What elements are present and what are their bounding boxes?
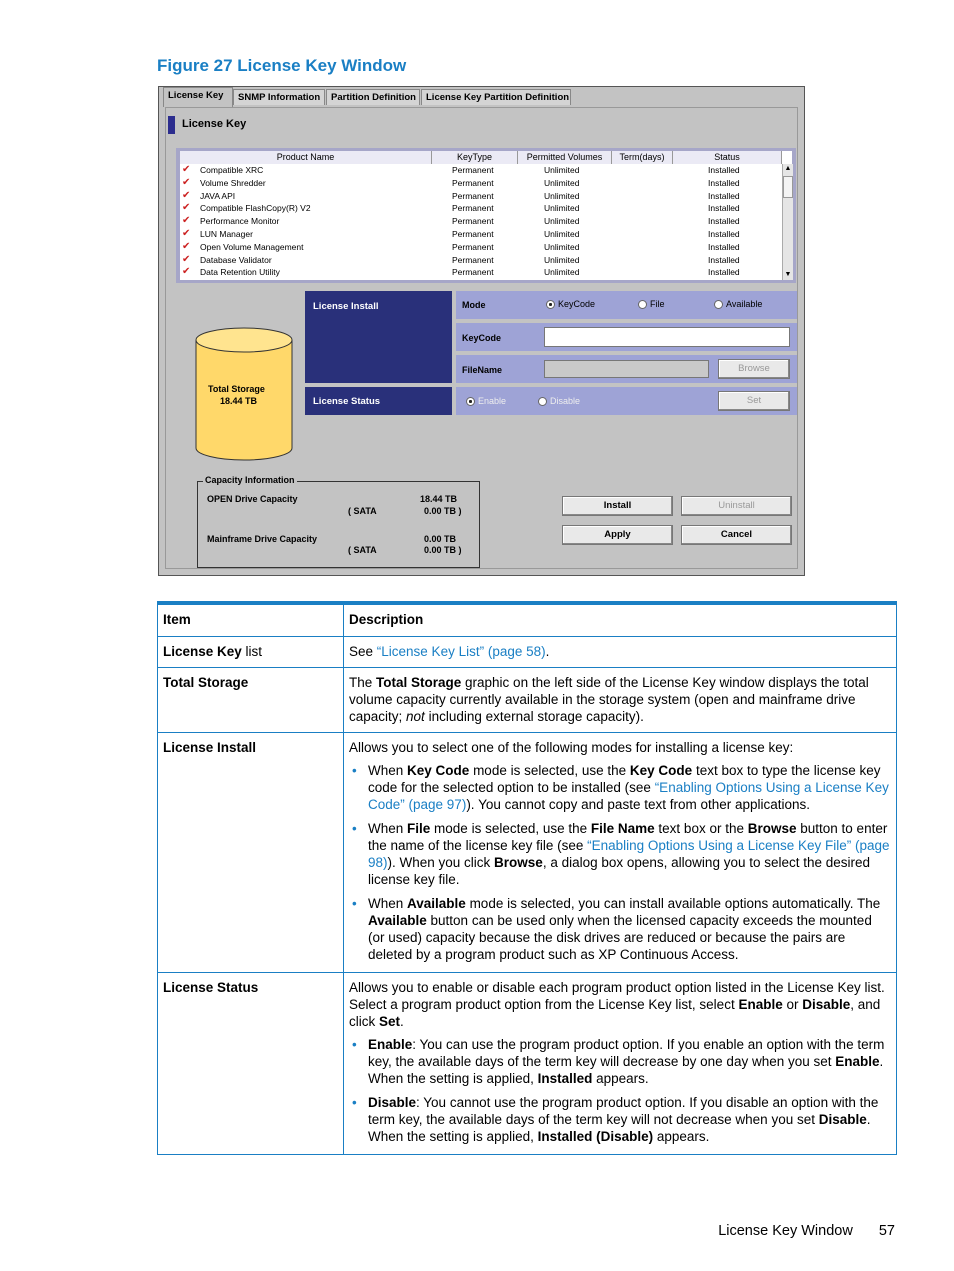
filename-input[interactable] (544, 360, 709, 378)
filename-label: FileName (462, 365, 503, 375)
key-type: Permanent (452, 254, 494, 265)
mainframe-capacity-value: 0.00 TB (424, 534, 457, 544)
tab-license-key-partition-definition[interactable]: License Key Partition Definition (421, 89, 571, 105)
status: Installed (708, 177, 740, 188)
keycode-input[interactable] (544, 327, 790, 347)
check-icon: ✔ (182, 266, 191, 278)
permitted-volumes: Unlimited (544, 229, 580, 239)
uninstall-button[interactable]: Uninstall (681, 496, 792, 516)
radio-on-icon (546, 300, 555, 309)
permitted-volumes: Unlimited (544, 165, 580, 175)
description-table (157, 601, 897, 1155)
description-cell: Allows you to select one of the following modes for installing a license key: • When Key Code mode is selected, use the Key Code text box to type the license key code for the selected option to be installed (see “Enabling Options Using a License Key Code” (page 97)). You cannot copy and paste text from other applications. • When File mode is selected, use the File Name text box or the Browse button to enter the name of the license key file (see “Enabling Options Using a License Key File” (page 98)). When you click Browse, a dialog box opens, allowing you to select the desired license key file. • When Available mode is selected, you can install available options automatically. The Available button can be used only when the licensed capacity exceeds the mounted (or used) capacity because the disk drives are reduced or because the pairs are deleted by a program product such as XP Continuous Access. (344, 733, 897, 973)
product-name: Open Volume Management (200, 241, 304, 252)
radio-off-icon (638, 300, 647, 309)
permitted-volumes: Unlimited (544, 267, 580, 278)
tab-snmp-information[interactable]: SNMP Information (233, 89, 325, 105)
scroll-up-icon[interactable]: ▲ (784, 165, 792, 172)
keycode-row (456, 323, 797, 351)
open-sata-value: 0.00 TB ) (424, 506, 462, 516)
key-type: Permanent (452, 190, 494, 201)
description-cell: The Total Storage graphic on the left side of the License Key window displays the total volume capacity currently available in the storage system (open and mainframe drive capacity; not including external storage capacity). (344, 668, 897, 733)
license-key-list (176, 148, 796, 283)
radio-off-icon (538, 397, 547, 406)
check-icon: ✔ (182, 202, 191, 214)
license-row[interactable] (180, 241, 782, 254)
check-icon: ✔ (182, 228, 191, 239)
status: Installed (708, 216, 740, 227)
open-capacity-label: OPEN Drive Capacity (207, 494, 298, 504)
key-type: Permanent (452, 267, 494, 278)
status-row (456, 387, 797, 415)
key-file-link[interactable]: “Enabling Options Using a License Key File” (page 98) (368, 838, 890, 870)
license-install-panel (305, 291, 452, 383)
license-install-label: License Install (313, 301, 379, 312)
permitted-volumes: Unlimited (544, 241, 580, 252)
mode-label: Mode (462, 300, 486, 310)
product-name: LUN Manager (200, 229, 253, 239)
bullet-list (349, 762, 890, 963)
key-type: Permanent (452, 241, 494, 252)
license-row[interactable] (180, 177, 782, 190)
license-row[interactable] (180, 190, 782, 203)
page-footer (718, 1223, 895, 1239)
item-cell: License Install (158, 733, 344, 973)
permitted-volumes: Unlimited (544, 216, 580, 227)
set-button[interactable]: Set (718, 391, 790, 411)
mode-row (456, 291, 797, 319)
status: Installed (708, 165, 740, 175)
open-sata-label: ( SATA (348, 506, 377, 516)
product-name: Data Retention Utility (200, 267, 280, 278)
list-item: • Disable: You cannot use the program product option. If you disable an option with the term key, the available days of the term key will not decrease when you set Disable. When the setting is applied, Installed (Disable) appears. (368, 1094, 890, 1145)
status-disable-radio[interactable]: Disable (538, 396, 580, 406)
status-enable-radio[interactable]: Enable (466, 396, 506, 406)
key-type: Permanent (452, 216, 494, 227)
bullet-list (349, 1036, 890, 1145)
table-row (158, 637, 897, 668)
item-cell: Total Storage (158, 668, 344, 733)
product-name: Database Validator (200, 254, 272, 265)
table-row (158, 973, 897, 1155)
list-item: • When Key Code mode is selected, use the Key Code text box to type the license key code for the selected option to be installed (see “Enabling Options Using a License Key Code” (page 97)). You cannot copy and paste text from other applications. (368, 762, 890, 813)
mode-file-radio[interactable]: File (638, 299, 665, 309)
license-status-panel (305, 387, 452, 415)
footer-section: License Key Window (718, 1223, 853, 1239)
status: Installed (708, 267, 740, 278)
section-title: License Key (182, 118, 247, 130)
status: Installed (708, 229, 740, 239)
capacity-information-box (197, 475, 480, 568)
col-product-name[interactable]: Product Name (180, 151, 432, 164)
license-row[interactable] (180, 215, 782, 228)
mainframe-sata-label: ( SATA (348, 545, 377, 555)
total-storage-value: 18.44 TB (220, 396, 258, 406)
license-key-list-link[interactable]: “License Key List” (page 58) (376, 644, 546, 659)
browse-button[interactable]: Browse (718, 359, 790, 379)
license-row[interactable] (180, 228, 782, 241)
key-code-link[interactable]: “Enabling Options Using a License Key Code” (page 97) (368, 780, 889, 812)
license-key-panel (165, 107, 798, 569)
scroll-down-icon[interactable]: ▼ (784, 271, 792, 278)
apply-button[interactable]: Apply (562, 525, 673, 545)
product-name: Performance Monitor (200, 216, 280, 227)
license-row[interactable] (180, 266, 782, 279)
table-header-row (158, 605, 897, 637)
list-item: • When Available mode is selected, you can install available options automatically. The Available button can be used only when the licensed capacity exceeds the mounted (or used) capacity because the disk drives are reduced or because the pairs are deleted by a program product such as XP Continuous Access. (368, 895, 890, 963)
description-cell: Allows you to enable or disable each program product option listed in the License Key list. Select a program product option from the License Key list, select Enable or Disable, and click Set. • Enable: You can use the program product option. If you enable an option with the term key, the available days of the term key will decrease by one day when you set Enable. When the setting is applied, Installed appears. • Disable: You cannot use the program product option. If you disable an option with the term key, the available days of the term key will not decrease when you set Disable. When the setting is applied, Installed (Disable) appears. (344, 973, 897, 1155)
install-button[interactable]: Install (562, 496, 673, 516)
status: Installed (708, 203, 740, 214)
keycode-label: KeyCode (462, 333, 502, 343)
mode-keycode-radio[interactable]: KeyCode (546, 299, 595, 309)
mainframe-capacity-label: Mainframe Drive Capacity (207, 534, 318, 544)
mainframe-sata-value: 0.00 TB ) (424, 545, 462, 555)
check-icon: ✔ (182, 240, 191, 252)
permitted-volumes: Unlimited (544, 203, 580, 214)
radio-off-icon (714, 300, 723, 309)
check-icon: ✔ (182, 215, 191, 227)
figure-title: Figure 27 License Key Window (157, 56, 407, 75)
description-cell: See “License Key List” (page 58). (344, 637, 897, 668)
check-icon: ✔ (182, 176, 191, 188)
license-row[interactable] (180, 164, 782, 177)
tab-bar (159, 87, 804, 107)
status: Installed (708, 254, 740, 265)
status: Installed (708, 190, 740, 201)
item-cell: License Key list (158, 637, 344, 668)
check-icon: ✔ (182, 164, 191, 175)
section-marker (168, 116, 175, 134)
permitted-volumes: Unlimited (544, 190, 580, 201)
tab-license-key[interactable]: License Key (163, 87, 233, 107)
permitted-volumes: Unlimited (544, 177, 580, 188)
status: Installed (708, 241, 740, 252)
product-name: Compatible FlashCopy(R) V2 (200, 203, 311, 214)
product-name: Compatible XRC (200, 165, 264, 175)
key-type: Permanent (452, 229, 494, 239)
table-row (158, 733, 897, 973)
capacity-information-title: Capacity Information (205, 475, 295, 485)
tab-partition-definition[interactable]: Partition Definition (326, 89, 420, 105)
scroll-thumb[interactable] (783, 176, 793, 198)
radio-on-icon (466, 397, 475, 406)
check-icon: ✔ (182, 253, 191, 265)
permitted-volumes: Unlimited (544, 254, 580, 265)
total-storage-label: Total Storage (208, 384, 265, 394)
item-cell: License Status (158, 973, 344, 1155)
license-status-label: License Status (313, 396, 381, 407)
license-row[interactable] (180, 254, 782, 267)
license-row[interactable] (180, 202, 782, 215)
key-type: Permanent (452, 177, 494, 188)
key-type: Permanent (452, 203, 494, 214)
open-capacity-value: 18.44 TB (420, 494, 458, 504)
list-scrollbar[interactable] (782, 164, 793, 280)
col-status[interactable]: Status (673, 151, 782, 164)
header-item: Item (158, 605, 344, 637)
list-item: • When File mode is selected, use the File Name text box or the Browse button to enter the name of the license key file (see “Enabling Options Using a License Key File” (page 98)). When you click Browse, a dialog box opens, allowing you to select the desired license key file. (368, 820, 890, 888)
page-number: 57 (878, 1223, 895, 1239)
product-name: Volume Shredder (200, 177, 266, 188)
license-key-window (158, 86, 805, 576)
header-description: Description (344, 605, 897, 637)
check-icon: ✔ (182, 189, 191, 201)
product-name: JAVA API (200, 190, 236, 201)
filename-row (456, 355, 797, 383)
cancel-button[interactable]: Cancel (681, 525, 792, 545)
key-type: Permanent (452, 165, 494, 175)
col-keytype[interactable]: KeyType (432, 151, 518, 164)
col-term-days[interactable]: Term(days) (612, 151, 673, 164)
table-row (158, 668, 897, 733)
col-permitted-volumes[interactable]: Permitted Volumes (518, 151, 612, 164)
list-item: • Enable: You can use the program product option. If you enable an option with the term key, the available days of the term key will decrease by one day when you set Enable. When the setting is applied, Installed appears. (368, 1036, 890, 1087)
mode-available-radio[interactable]: Available (714, 299, 762, 309)
